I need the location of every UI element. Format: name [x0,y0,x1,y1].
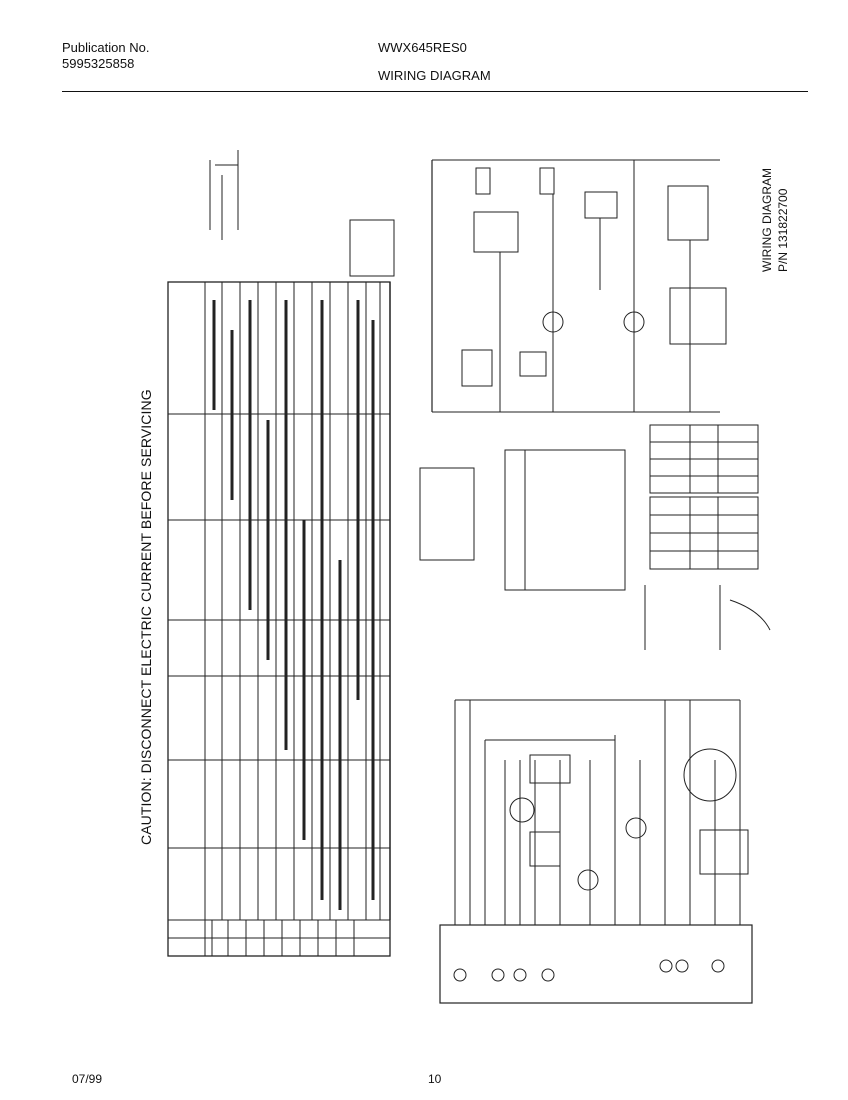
schematic-part-number: P/N 131822700 [776,188,790,272]
ladder-schematic-upper [432,160,726,412]
caution-text: CAUTION: DISCONNECT ELECTRIC CURRENT BEFORE SERVICING [138,389,154,845]
page-title: WIRING DIAGRAM [378,68,491,83]
wiring-codes-legend [505,450,625,590]
publication-number: 5995325858 [62,56,135,71]
publication-label: Publication No. [62,40,150,55]
terminal-block-detail [420,468,474,560]
schematic-title: WIRING DIAGRAM [760,168,774,272]
switch-contact-tables [650,425,758,569]
model-number: WWX645RES0 [378,40,467,55]
timer-sequence-chart [168,282,390,956]
pictorial-wiring-diagram [440,700,752,1003]
page-number: 10 [428,1072,442,1086]
wire-gauge-legend [350,220,394,276]
power-cord-detail [645,585,770,650]
footer-date: 07/99 [72,1072,103,1086]
strain-relief-detail [210,150,238,240]
